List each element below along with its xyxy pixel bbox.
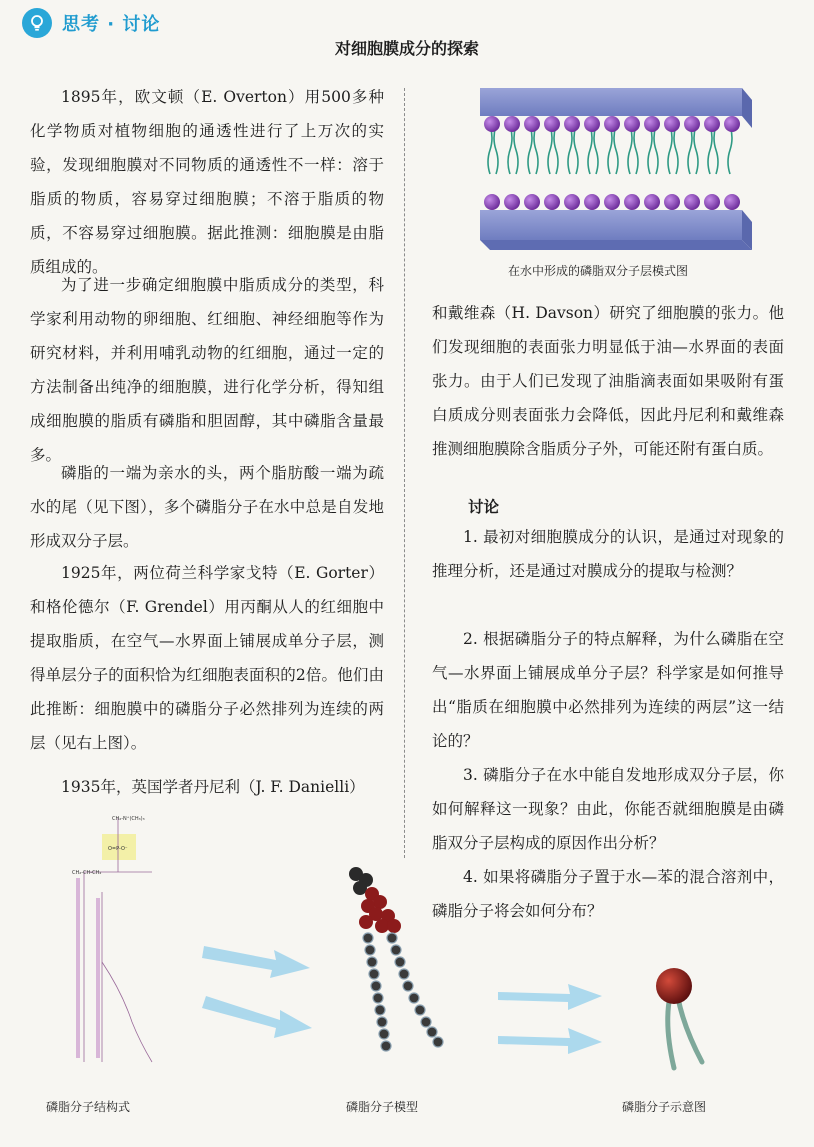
- schematic-caption: 磷脂分子示意图: [622, 1100, 707, 1114]
- molecule-schematic-figure: [636, 960, 726, 1080]
- column-divider: [404, 88, 405, 858]
- think-discuss-badge: [22, 8, 160, 38]
- paragraph-danielli: 1935年，英国学者丹尼利（J. F. Danielli）: [61, 778, 365, 796]
- bilayer-figure: [470, 82, 760, 252]
- discussion-question-1: 1. 最初对细胞膜成分的认识，是通过对现象的推理分析，还是通过对膜成分的提取与检测？: [432, 528, 784, 580]
- structure-caption: 磷脂分子结构式: [46, 1100, 131, 1114]
- discussion-question-4: 4. 如果将磷脂分子置于水—苯的混合溶剂中，磷脂分子将会如何分布？: [432, 868, 784, 920]
- molecule-model-figure: [330, 860, 480, 1060]
- svg-text:O=P-O⁻: O=P-O⁻: [108, 846, 128, 852]
- paragraph-overton: 1895年，欧文顿（E. Overton）用500多种化学物质对植物细胞的通透性进行了上万次的实验，发现细胞膜对不同物质的通透性不一样：溶于脂质的物质，容易穿过细胞膜；不溶于脂质的物质，不容易穿过细胞膜。据此推测：细胞膜是由脂质组成的。: [30, 88, 384, 276]
- structural-formula-figure: [62, 812, 202, 1072]
- model-caption: 磷脂分子模型: [346, 1100, 419, 1114]
- paragraph-lipid-types: 为了进一步确定细胞膜中脂质成分的类型，科学家利用动物的卵细胞、红细胞、神经细胞等作为研究材料，并利用哺乳动物的红细胞，通过一定的方法制备出纯净的细胞膜，进行化学分析，得知组成细胞膜的脂质有磷脂和胆固醇，其中磷脂含量最多。: [30, 276, 384, 464]
- arrow-icon: [496, 980, 606, 1060]
- paragraph-davson: 和戴维森（H. Davson）研究了细胞膜的张力。他们发现细胞的表面张力明显低于油—水界面的表面张力。由于人们已发现了油脂滴表面如果吸附有蛋白质成分则表面张力会降低，因此丹尼利和戴维森推测细胞膜除含脂质分子外，可能还附有蛋白质。: [432, 304, 784, 458]
- lightbulb-icon: [22, 8, 52, 38]
- svg-text:CH₂-CH-CH₂: CH₂-CH-CH₂: [72, 870, 102, 876]
- discussion-heading: 讨论: [468, 498, 500, 516]
- paragraph-phospholipid: 磷脂的一端为亲水的头，两个脂肪酸一端为疏水的尾（见下图），多个磷脂分子在水中总是自发地形成双分子层。: [30, 464, 384, 550]
- arrow-icon: [200, 930, 320, 1050]
- page-title: 对细胞膜成分的探索: [334, 39, 479, 58]
- svg-text:CH₂-N⁺(CH₃)₃: CH₂-N⁺(CH₃)₃: [112, 816, 145, 822]
- paragraph-gorter-grendel: 1925年，两位荷兰科学家戈特（E. Gorter）和格伦德尔（F. Grendel）用丙酮从人的红细胞中提取脂质，在空气—水界面上铺展成单分子层，测得单层分子的面积恰为红细胞表面积的2倍。他们由此推断：细胞膜中的磷脂分子必然排列为连续的两层（见右上图）。: [30, 564, 384, 752]
- discussion-question-2: 2. 根据磷脂分子的特点解释，为什么磷脂在空气—水界面上铺展成单分子层？科学家是如何推导出“脂质在细胞膜中必然排列为连续的两层”这一结论的？: [432, 630, 784, 750]
- discussion-question-3: 3. 磷脂分子在水中能自发地形成双分子层，你如何解释这一现象？由此，你能否就细胞膜是由磷脂双分子层构成的原因作出分析？: [432, 766, 784, 852]
- badge-label: 思考 · 讨论: [62, 14, 161, 35]
- bilayer-caption: 在水中形成的磷脂双分子层模式图: [508, 264, 689, 278]
